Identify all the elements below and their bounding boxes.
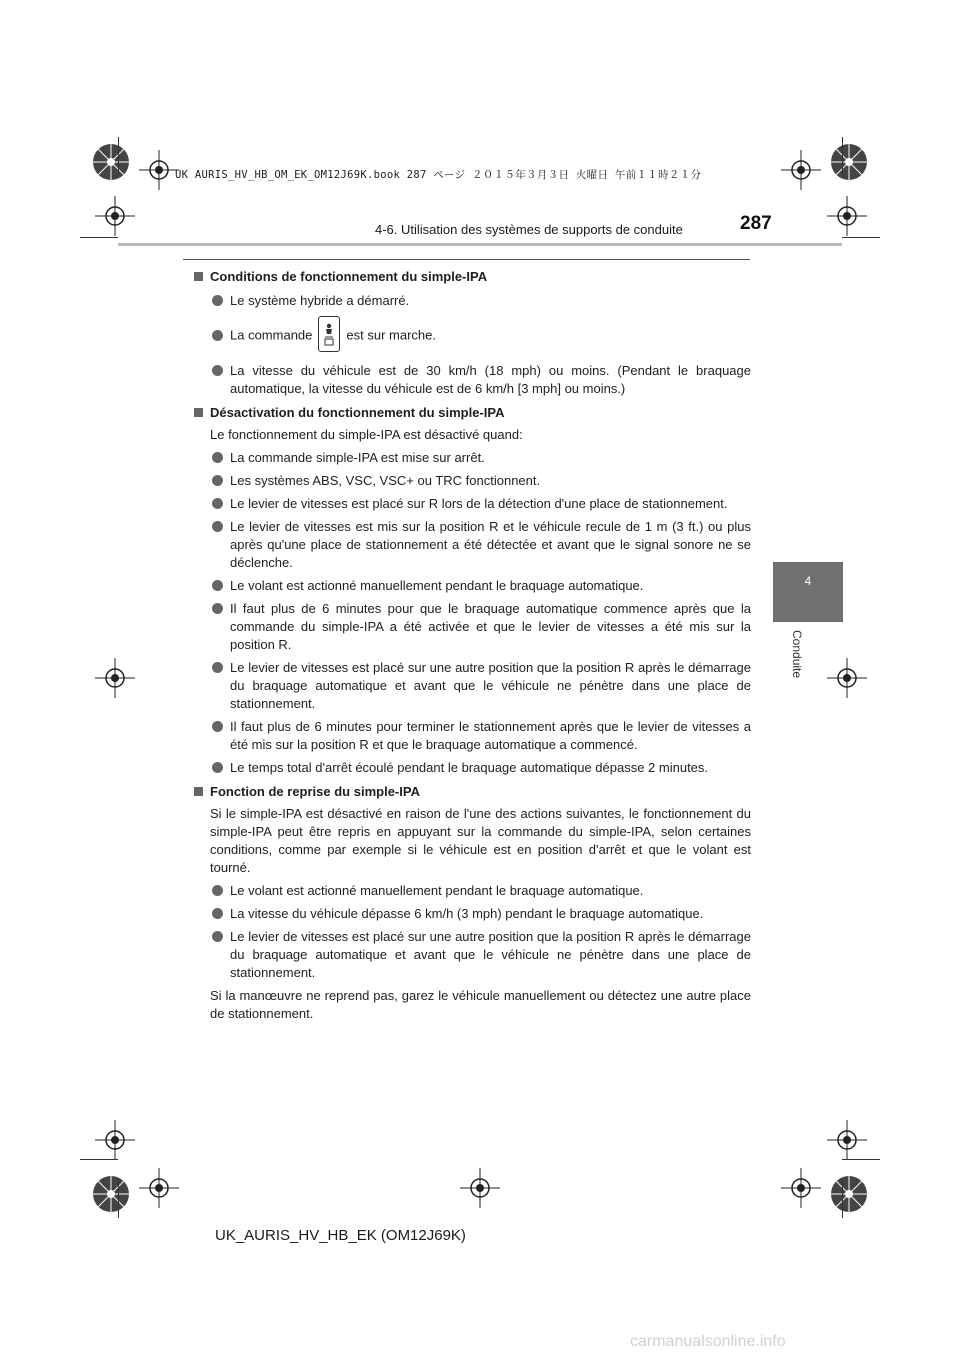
list-item xyxy=(210,449,751,467)
list-item xyxy=(210,518,751,572)
list-item-text: Le levier de vitesses est placé sur R lors de la détection d'une place de stationnement. xyxy=(230,496,728,511)
trim-line xyxy=(842,137,843,175)
list-item-text: La vitesse du véhicule dépasse 6 km/h (3 mph) pendant le braquage automatique. xyxy=(230,906,704,921)
list-item xyxy=(210,759,751,777)
header-rule xyxy=(118,243,842,246)
chapter-number: 4 xyxy=(804,574,812,588)
square-bullet-icon xyxy=(194,408,203,417)
simple-ipa-switch-icon xyxy=(318,316,340,352)
registration-rosette-top-left xyxy=(92,143,130,181)
list-item-text: Le volant est actionné manuellement pendant le braquage automatique. xyxy=(230,578,644,593)
square-bullet-icon xyxy=(194,272,203,281)
registration-rosette-bottom-left xyxy=(92,1175,130,1213)
list-item xyxy=(210,472,751,490)
section-heading xyxy=(210,404,751,422)
crosshair-top-right-inner xyxy=(781,150,821,190)
round-bullet-icon xyxy=(212,603,223,614)
page-content xyxy=(210,268,751,1023)
crosshair-top-left-outer xyxy=(95,196,135,236)
manual-code: UK_AURIS_HV_HB_EK (OM12J69K) xyxy=(215,1227,466,1244)
list-item xyxy=(210,318,751,354)
list-item xyxy=(210,577,751,595)
crosshair-top-left-inner xyxy=(139,150,179,190)
list-item xyxy=(210,495,751,513)
registration-rosette-bottom-right xyxy=(830,1175,868,1213)
crosshair-bottom-right-inner xyxy=(781,1168,821,1208)
crosshair-bottom-center xyxy=(460,1168,500,1208)
round-bullet-icon xyxy=(212,295,223,306)
list-item-text: Le volant est actionné manuellement pendant le braquage automatique. xyxy=(230,883,644,898)
crosshair-bottom-left-outer xyxy=(95,1120,135,1160)
crosshair-middle-left xyxy=(95,658,135,698)
section-heading xyxy=(210,783,751,801)
trim-line xyxy=(842,1180,843,1218)
round-bullet-icon xyxy=(212,452,223,463)
round-bullet-icon xyxy=(212,498,223,509)
list-item-text: Il faut plus de 6 minutes pour que le braquage automatique commence après que la commande du simple-IPA a été activée et que le levier de vitesses a été mis sur la position R. xyxy=(230,601,751,652)
crosshair-bottom-right-outer xyxy=(827,1120,867,1160)
crosshair-middle-right xyxy=(827,658,867,698)
chapter-label: Conduite xyxy=(790,630,804,679)
list-item-text: La commande simple-IPA est mise sur arrêt. xyxy=(230,450,485,465)
crosshair-top-right-outer xyxy=(827,196,867,236)
round-bullet-icon xyxy=(212,662,223,673)
trim-line xyxy=(118,137,119,175)
trim-line xyxy=(118,1180,119,1218)
round-bullet-icon xyxy=(212,908,223,919)
section-title: 4-6. Utilisation des systèmes de supports de conduite xyxy=(375,222,683,237)
crosshair-bottom-left-inner xyxy=(139,1168,179,1208)
section-intro: Si le simple-IPA est désactivé en raison de l'une des actions suivantes, le fonctionnement du simple-IPA peut être repris en appuyant sur la commande du simple-IPA, selon certaines conditions, comme par exemple si le véhicule est en position d'arrêt et que le volant est tourné. xyxy=(210,806,751,875)
heading-text: Fonction de reprise du simple-IPA xyxy=(210,784,420,799)
list-item-text: La commande xyxy=(230,327,313,343)
list-item xyxy=(210,905,751,923)
round-bullet-icon xyxy=(212,521,223,532)
trim-line xyxy=(842,1159,880,1160)
square-bullet-icon xyxy=(194,787,203,796)
list-item xyxy=(210,928,751,982)
print-info-header: UK AURIS_HV_HB_OM_EK_OM12J69K.book 287 ページ ２０１５年３月３日 火曜日 午前１１時２１分 xyxy=(175,169,702,181)
list-item-text: Le temps total d'arrêt écoulé pendant le braquage automatique dépasse 2 minutes. xyxy=(230,760,709,775)
watermark: carmanualsonline.info xyxy=(630,1333,786,1350)
trim-line xyxy=(842,237,880,238)
section-heading xyxy=(210,268,751,286)
registration-rosette-top-right xyxy=(830,143,868,181)
round-bullet-icon xyxy=(212,330,223,341)
list-item xyxy=(210,292,751,310)
trim-line xyxy=(80,237,118,238)
list-item-text: Le levier de vitesses est mis sur la position R et le véhicule recule de 1 m (3 ft.) ou plus après qu'une place de stationnement a été détectée et avant que le signal sonore ne se déclenche. xyxy=(230,519,751,570)
list-item xyxy=(210,659,751,713)
round-bullet-icon xyxy=(212,721,223,732)
round-bullet-icon xyxy=(212,365,223,376)
section-intro: Le fonctionnement du simple-IPA est désactivé quand: xyxy=(210,427,523,442)
list-item-text: Le levier de vitesses est placé sur une autre position que la position R après le démarrage du braquage automatique et avant que le véhicule ne pénètre dans une place de stationnement. xyxy=(230,929,751,980)
trim-line xyxy=(80,1159,118,1160)
list-item-text: Les systèmes ABS, VSC, VSC+ ou TRC fonctionnent. xyxy=(230,473,541,488)
round-bullet-icon xyxy=(212,885,223,896)
list-item-text-end: est sur marche. xyxy=(346,327,436,343)
list-item xyxy=(210,600,751,654)
content-divider xyxy=(183,259,750,260)
heading-text: Désactivation du fonctionnement du simple-IPA xyxy=(210,405,505,420)
round-bullet-icon xyxy=(212,762,223,773)
heading-text: Conditions de fonctionnement du simple-IPA xyxy=(210,269,488,284)
list-item xyxy=(210,718,751,754)
round-bullet-icon xyxy=(212,931,223,942)
list-item xyxy=(210,882,751,900)
round-bullet-icon xyxy=(212,475,223,486)
section-outro: Si la manœuvre ne reprend pas, garez le véhicule manuellement ou détectez une autre place de stationnement. xyxy=(210,988,751,1021)
list-item-text: Il faut plus de 6 minutes pour terminer le stationnement après que le levier de vitesses a été mis sur la position R et que le braquage automatique a commencé. xyxy=(230,719,751,752)
chapter-tab xyxy=(773,562,843,622)
page-number: 287 xyxy=(740,213,772,234)
list-item-text: Le levier de vitesses est placé sur une autre position que la position R après le démarrage du braquage automatique et avant que le véhicule ne pénètre dans une place de stationnement. xyxy=(230,660,751,711)
list-item-text: La vitesse du véhicule est de 30 km/h (18 mph) ou moins. (Pendant le braquage automatique, la vitesse du véhicule est de 6 km/h [3 mph] ou moins.) xyxy=(230,363,751,396)
round-bullet-icon xyxy=(212,580,223,591)
list-item-text: Le système hybride a démarré. xyxy=(230,293,410,308)
list-item xyxy=(210,362,751,398)
